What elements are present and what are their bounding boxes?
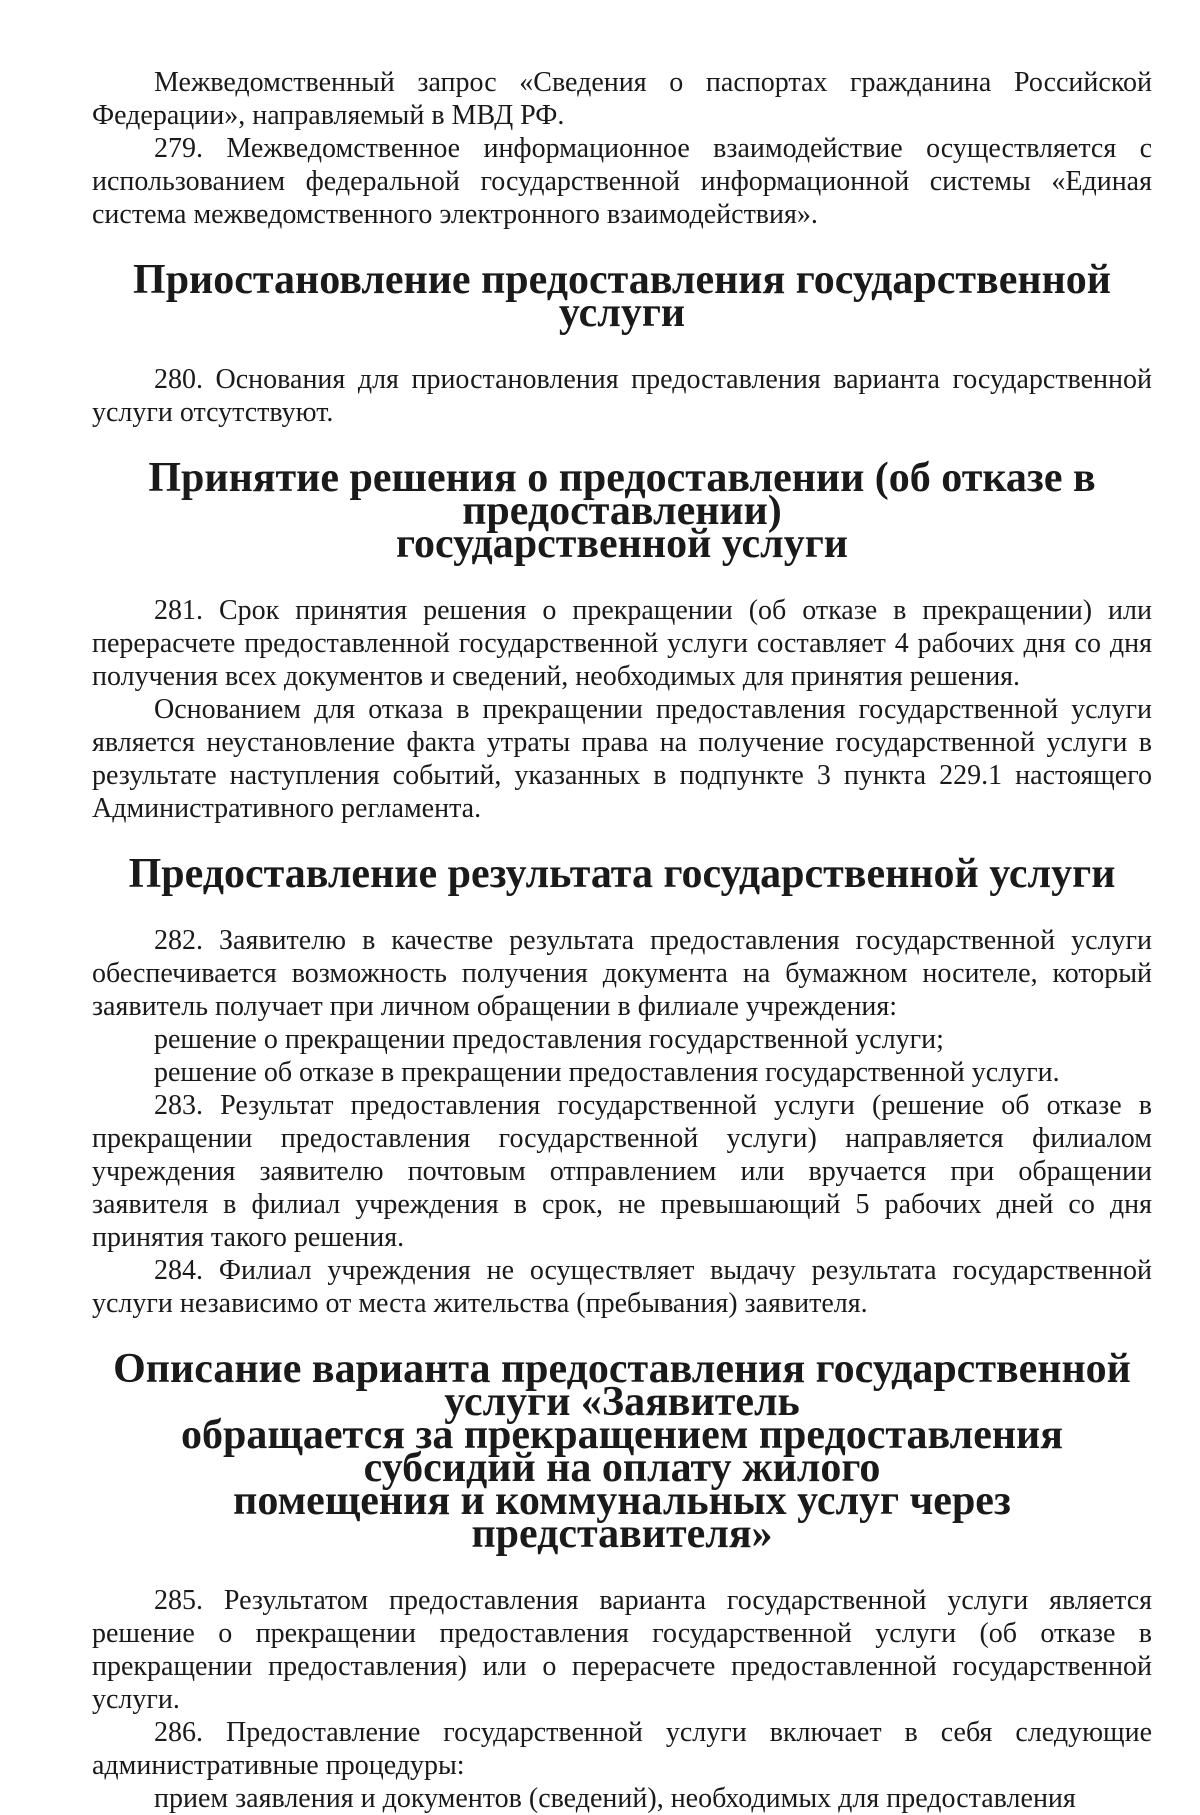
list-item-application-intake: прием заявления и документов (сведений), необходимых для предоставления [154,1783,1076,1814]
paragraph-refusal-basis: Основанием для отказа в прекращении предоставления государственной услуги является неустановление факта утраты права на получение государственной услуги в результате наступления событий, указанных в подпункте 3 пункта 229.1 настоящего Административного регламента. [92,694,1152,824]
paragraph-282: 282. Заявителю в качестве результата предоставления государственной услуги обеспечивается возможность получения документа на бумажном носителе, который заявитель получает при личном обращении в филиале учреждения: [92,925,1152,1022]
list-item-decision-refusal: решение об отказе в прекращении предоставления государственной услуги. [154,1057,1060,1088]
paragraph-281: 281. Срок принятия решения о прекращении (об отказе в прекращении) или перерасчете предоставленной государственной услуги составляет 4 рабочих дня со дня получения всех документов и сведений, необходимых для принятия решения. [92,595,1152,692]
paragraph-intro-request: Межведомственный запрос «Сведения о паспортах гражданина Российской Федерации», направляемый в МВД РФ. [92,67,1152,131]
heading-result [92,851,1152,897]
paragraph-283: 283. Результат предоставления государственной услуги (решение об отказе в прекращении предоставления государственной услуги) направляется филиалом учреждения заявителю почтовым отправлением или вручается при обращении заявителя в филиал учреждения в срок, не превышающий 5 рабочих дней со дня принятия такого решения. [92,1090,1152,1253]
heading-decision [92,455,1152,567]
paragraph-284: 284. Филиал учреждения не осуществляет выдачу результата государственной услуги независимо от места жительства (пребывания) заявителя. [92,1255,1152,1319]
heading-line: государственной услуги [396,521,848,567]
heading-line: Принятие решения о предоставлении (об отказе в предоставлении) [148,455,1096,534]
heading-line: обращается за прекращением предоставления субсидий на оплату жилого [181,1412,1063,1491]
document-page [92,66,1152,1815]
heading-suspension [92,257,1152,336]
heading-variant-description [92,1346,1152,1557]
heading-line: Предоставление результата государственной услуги [128,851,1116,897]
list-item-decision-termination: решение о прекращении предоставления государственной услуги; [154,1024,944,1055]
heading-line: Описание варианта предоставления государственной услуги «Заявитель [113,1346,1131,1425]
paragraph-286: 286. Предоставление государственной услуги включает в себя следующие административные процедуры: [92,1717,1152,1781]
heading-line: Приостановление предоставления государственной услуги [133,257,1111,336]
paragraph-280: 280. Основания для приостановления предоставления варианта государственной услуги отсутствуют. [92,364,1152,428]
paragraph-285: 285. Результатом предоставления варианта государственной услуги является решение о прекращении предоставления государственной услуги (об отказе в прекращении предоставления) или о перерасчете предоставленной государственной услуги. [92,1585,1152,1715]
paragraph-279: 279. Межведомственное информационное взаимодействие осуществляется с использованием федеральной государственной информационной системы «Единая система межведомственного электронного взаимодействия». [92,133,1152,230]
heading-line: помещения и коммунальных услуг через представителя» [233,1478,1011,1557]
